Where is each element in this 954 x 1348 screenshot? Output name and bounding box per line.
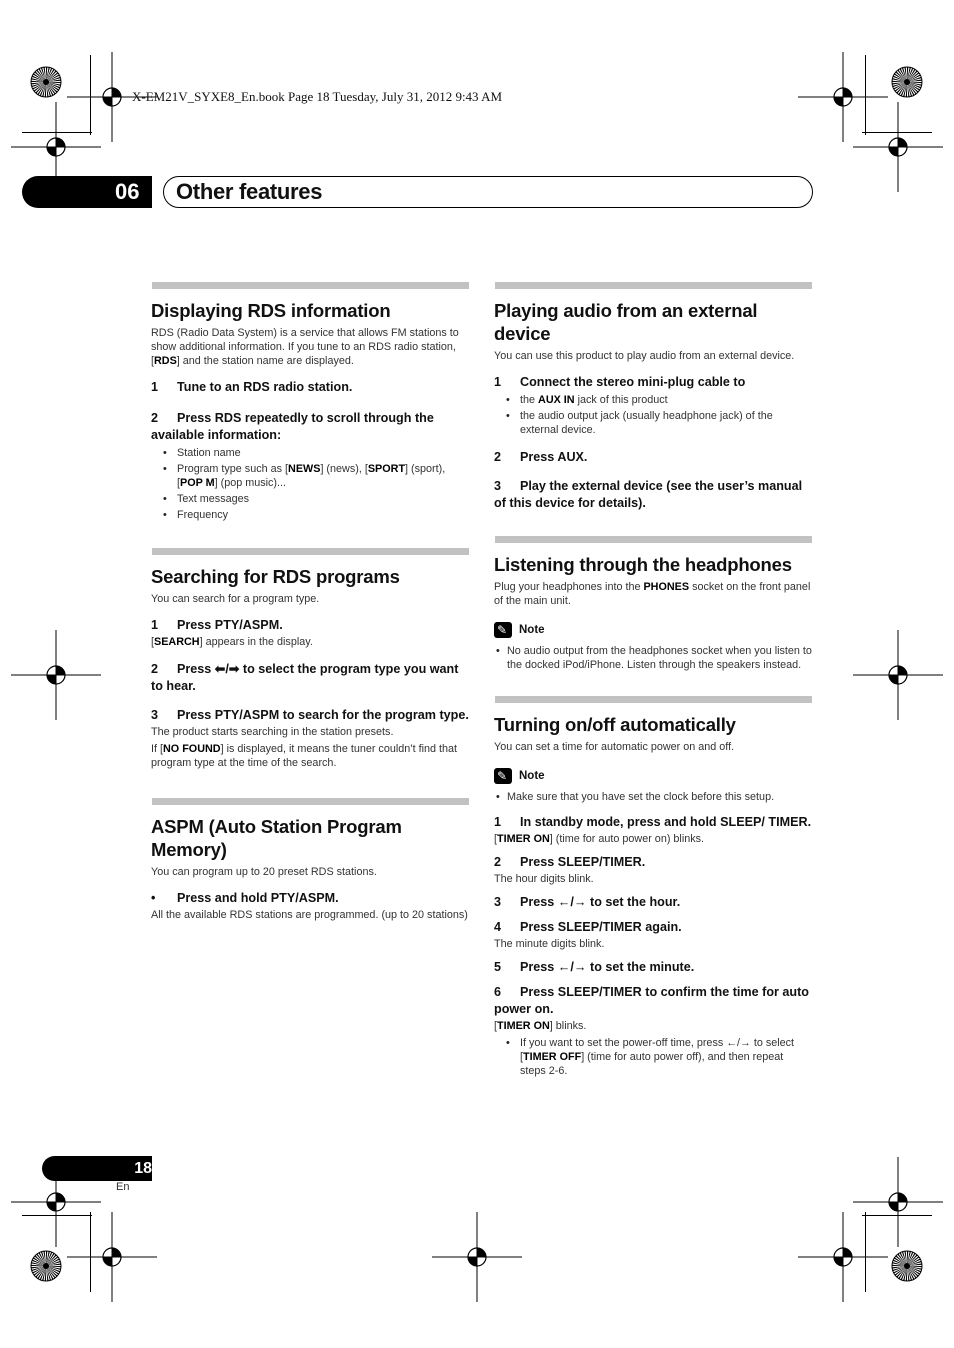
- crosshair-registration-icon: [432, 1212, 522, 1302]
- step-3: 3 Press PTY/ASPM to search for the program type.: [151, 708, 469, 722]
- step-6-list: [494, 1036, 812, 1078]
- step-1: 1 In standby mode, press and hold SLEEP/ TIMER.: [494, 815, 812, 829]
- section-auto-power: [494, 696, 812, 1078]
- note-item: • No audio output from the headphones socket when you listen to the docked iPod/iPhone. Listen through the speakers instead.: [494, 644, 812, 672]
- step-description: [TIMER ON] (time for auto power on) blinks.: [494, 833, 705, 845]
- crop-line: [22, 1215, 92, 1216]
- section-aspm: [151, 798, 469, 922]
- step-description: The hour digits blink.: [494, 873, 594, 885]
- section-bar: [495, 536, 812, 543]
- note-pencil-icon: [494, 768, 512, 784]
- note-pencil-icon: [494, 622, 512, 638]
- list-item: • If you want to set the power-off time, press ←/→ to select [TIMER OFF] (time for auto power off), and then repeat steps 2-6.: [494, 1036, 812, 1078]
- step-description: All the available RDS stations are programmed. (up to 20 stations): [151, 909, 468, 921]
- note-label: Note: [519, 770, 545, 782]
- section-bar: [495, 282, 812, 289]
- section-title: Displaying RDS information: [151, 300, 391, 321]
- step-description: The minute digits blink.: [494, 938, 605, 950]
- step-bullet: • Press and hold PTY/ASPM.: [151, 891, 339, 905]
- crop-line: [90, 1212, 91, 1292]
- section-intro: RDS (Radio Data System) is a service that allows FM stations to show additional information. If you tune to an RDS radio station, [RDS] and the station name are displayed.: [151, 327, 459, 367]
- list-item: • Frequency: [151, 508, 469, 522]
- crop-line: [22, 132, 92, 133]
- section-searching-rds: [151, 548, 469, 770]
- note-list: [494, 790, 812, 804]
- section-bar: [152, 282, 469, 289]
- section-external-device: [494, 282, 812, 512]
- section-bar: [495, 696, 812, 703]
- connection-list: [494, 393, 812, 437]
- step-2: 2 Press SLEEP/TIMER.: [494, 855, 646, 869]
- step-1: 1 Press PTY/ASPM.: [151, 618, 283, 632]
- note-header: [494, 768, 812, 784]
- note-header: [494, 622, 812, 638]
- crop-line: [862, 1215, 932, 1216]
- step-5: 5 Press ←/→ to set the minute.: [494, 960, 695, 974]
- starburst-registration-icon: [30, 1250, 62, 1282]
- section-displaying-rds: [151, 282, 469, 522]
- starburst-registration-icon: [891, 66, 923, 98]
- section-title: Listening through the headphones: [494, 554, 792, 575]
- step-6: 6 Press SLEEP/TIMER to confirm the time for auto power on.: [494, 985, 809, 1016]
- section-intro: You can use this product to play audio from an external device.: [494, 350, 795, 362]
- list-item: • Program type such as [NEWS] (news), [SPORT] (sport), [POP M] (pop music)...: [151, 462, 469, 490]
- list-item: • Station name: [151, 446, 469, 460]
- right-column: [494, 282, 812, 1100]
- crosshair-registration-icon: [853, 102, 943, 192]
- crosshair-registration-icon: [798, 1212, 888, 1302]
- info-list: [151, 446, 469, 522]
- crop-line: [862, 132, 932, 133]
- section-intro: Plug your headphones into the PHONES socket on the front panel of the main unit.: [494, 581, 811, 607]
- page-language: En: [116, 1181, 130, 1193]
- step-2: 2 Press ⬅/➡ to select the program type you want to hear.: [151, 662, 459, 693]
- crop-line: [90, 55, 91, 135]
- section-title: Turning on/off automatically: [494, 714, 736, 735]
- section-title: Playing audio from an external device: [494, 300, 758, 344]
- step-description: The product starts searching in the station presets.: [151, 726, 394, 738]
- step-description: [SEARCH] appears in the display.: [151, 636, 313, 648]
- list-item: • the AUX IN jack of this product: [494, 393, 812, 407]
- crosshair-registration-icon: [11, 630, 101, 720]
- step-3: 3 Play the external device (see the user’s manual of this device for details).: [494, 479, 803, 510]
- section-intro: You can search for a program type.: [151, 593, 320, 605]
- step-1: 1 Connect the stereo mini-plug cable to: [494, 375, 746, 389]
- starburst-registration-icon: [30, 66, 62, 98]
- print-header-line: X-EM21V_SYXE8_En.book Page 18 Tuesday, July 31, 2012 9:43 AM: [132, 89, 503, 104]
- starburst-registration-icon: [891, 1250, 923, 1282]
- left-column: [151, 282, 469, 944]
- chapter-title: Other features: [176, 179, 323, 204]
- step-2: 2 Press AUX.: [494, 450, 588, 464]
- page-number: 18: [134, 1160, 152, 1177]
- section-bar: [152, 548, 469, 555]
- step-2: 2 Press RDS repeatedly to scroll through the available information:: [151, 411, 434, 442]
- chapter-number: 06: [115, 179, 140, 204]
- crop-line: [865, 1212, 866, 1292]
- section-title: ASPM (Auto Station Program Memory): [151, 816, 402, 860]
- crosshair-registration-icon: [67, 1212, 157, 1302]
- section-headphones: [494, 536, 812, 672]
- section-bar: [152, 798, 469, 805]
- crop-line: [865, 55, 866, 135]
- list-item: • Text messages: [151, 492, 469, 506]
- crosshair-registration-icon: [853, 630, 943, 720]
- note-list: [494, 644, 812, 672]
- section-intro: You can program up to 20 preset RDS stations.: [151, 866, 377, 878]
- step-description: If [NO FOUND] is displayed, it means the tuner couldn’t find that program type at the time of the search.: [151, 743, 458, 769]
- step-description: [TIMER ON] blinks.: [494, 1020, 587, 1032]
- step-1: 1 Tune to an RDS radio station.: [151, 380, 353, 394]
- note-label: Note: [519, 624, 545, 636]
- list-item: • the audio output jack (usually headphone jack) of the external device.: [494, 409, 812, 437]
- note-item: • Make sure that you have set the clock before this setup.: [494, 790, 812, 804]
- section-title: Searching for RDS programs: [151, 566, 400, 587]
- step-3: 3 Press ←/→ to set the hour.: [494, 895, 681, 909]
- section-intro: You can set a time for automatic power on and off.: [494, 741, 735, 753]
- step-4: 4 Press SLEEP/TIMER again.: [494, 920, 682, 934]
